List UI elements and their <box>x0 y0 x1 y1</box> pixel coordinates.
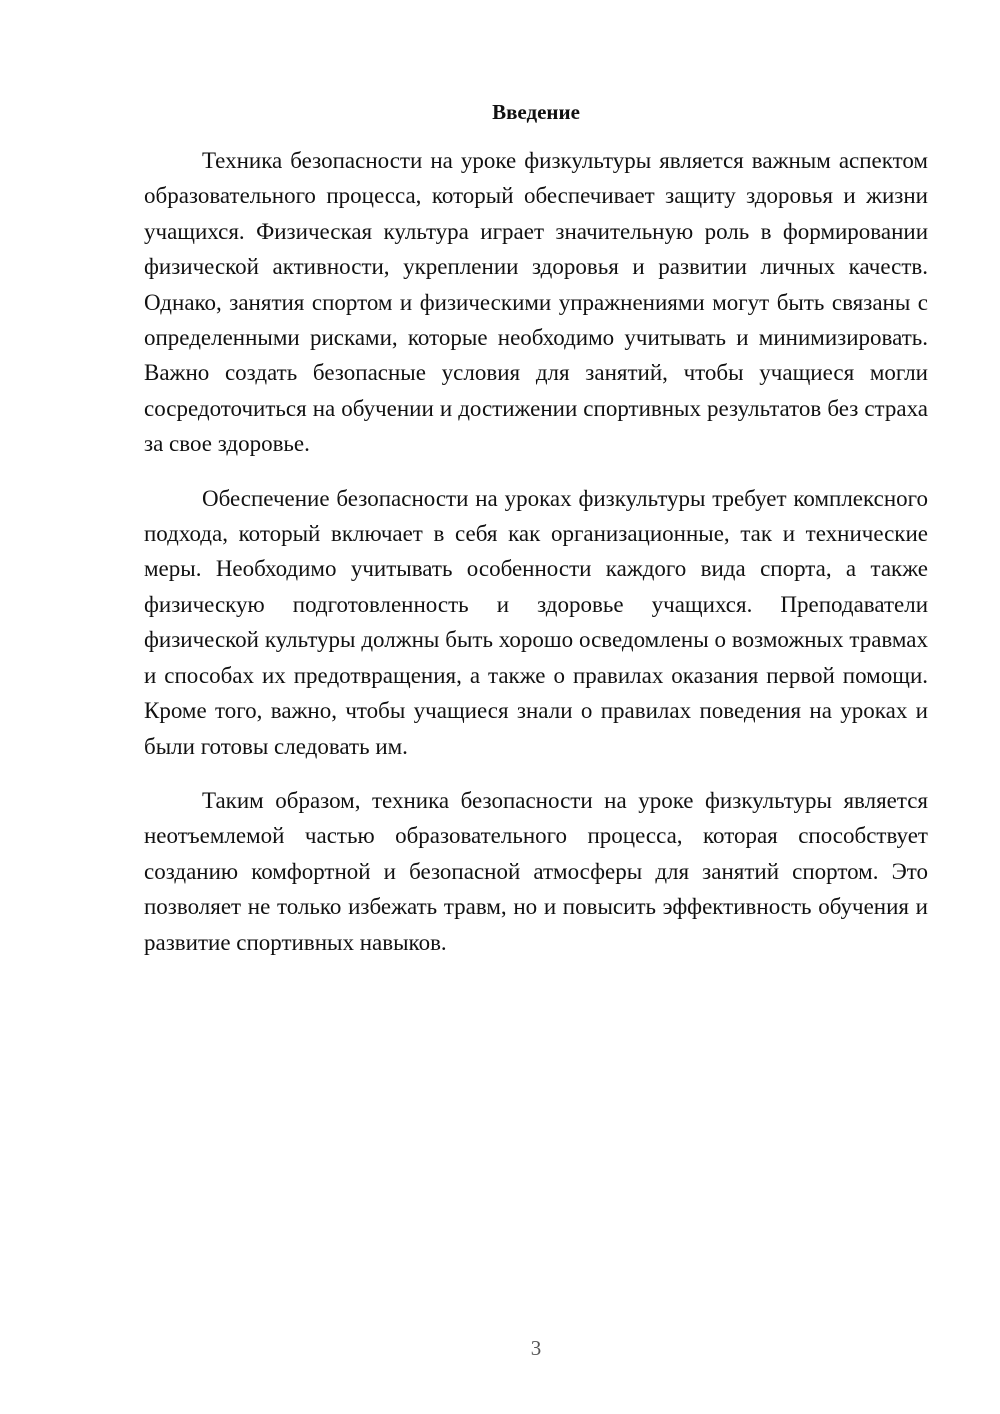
paragraph-2: Обеспечение безопасности на уроках физкультуры требует комплексного подхода, который включает в себя как организационные, так и технические меры. Необходимо учитывать особенности каждого вида спорта, а также физическую подготовленность и здоровье учащихся. Преподаватели физической культуры должны быть хорошо осведомлены о возможных травмах и способах их предотвращения, а также о правилах оказания первой помощи. Кроме того, важно, чтобы учащиеся знали о правилах поведения на уроках и были готовы следовать им. <box>144 485 928 759</box>
paragraph-3: Таким образом, техника безопасности на уроке физкультуры является неотъемлемой частью образовательного процесса, которая способствует созданию комфортной и безопасной атмосферы для занятий спортом. Это позволяет не только избежать травм, но и повысить эффективность обучения и развитие спортивных навыков. <box>144 787 928 955</box>
page-number: 3 <box>530 1336 542 1360</box>
body-text <box>144 143 928 979</box>
section-title: Введение <box>492 100 580 124</box>
paragraph-1: Техника безопасности на уроке физкультуры является важным аспектом образовательного процесса, который обеспечивает защиту здоровья и жизни учащихся. Физическая культура играет значительную роль в формировании физической активности, укреплении здоровья и развитии личных качеств. Однако, занятия спортом и физическими упражнениями могут быть связаны с определенными рисками, которые необходимо учитывать и минимизировать. Важно создать безопасные условия для занятий, чтобы учащиеся могли сосредоточиться на обучении и достижении спортивных результатов без страха за свое здоровье. <box>144 148 928 457</box>
